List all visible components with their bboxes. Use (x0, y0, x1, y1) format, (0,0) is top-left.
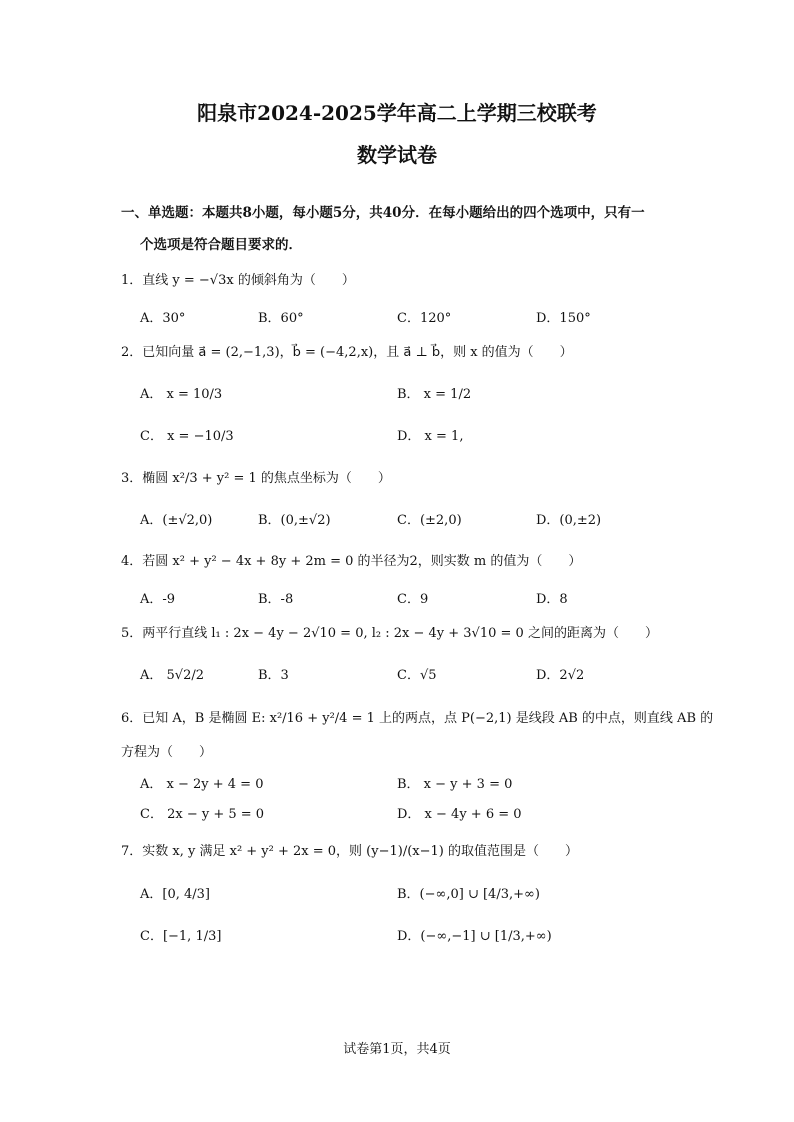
question-2-option-a: A． x = 10/3 (140, 387, 223, 402)
question-3-option-a: A．(±√2,0) (140, 513, 213, 528)
question-6-option-d: D． x − 4y + 6 = 0 (397, 807, 522, 822)
question-5-option-c: C．√5 (397, 668, 437, 683)
question-3-stem: 3．椭圆 x²/3 + y² = 1 的焦点坐标为（ ） (121, 471, 391, 486)
question-3-option-b: B．(0,±√2) (258, 513, 331, 528)
question-2-stem: 2．已知向量 a⃗ = (2,−1,3)，b⃗ = (−4,2,x)，且 a⃗ ⊥ b⃗，则 x 的值为（ ） (121, 345, 573, 360)
question-4-option-c: C．9 (397, 592, 429, 607)
question-2-option-d: D． x = 1, (397, 429, 464, 444)
question-2-option-b: B． x = 1/2 (397, 387, 472, 402)
question-4-option-d: D．8 (536, 592, 568, 607)
question-1-option-c: C．120° (397, 311, 452, 326)
question-4-stem: 4．若圆 x² + y² − 4x + 8y + 2m = 0 的半径为2，则实数 m 的值为（ ） (121, 554, 582, 569)
question-7-option-d: D．(−∞,−1] ∪ [1/3,+∞) (397, 929, 552, 944)
question-6-option-b: B． x − y + 3 = 0 (397, 777, 513, 792)
question-1-option-b: B．60° (258, 311, 304, 326)
question-5-option-a: A． 5√2/2 (140, 668, 204, 683)
question-7-option-a: A．[0, 4/3] (140, 887, 210, 902)
question-6-option-a: A． x − 2y + 4 = 0 (140, 777, 264, 792)
question-4-option-a: A．-9 (140, 592, 176, 607)
question-3-option-d: D．(0,±2) (536, 513, 602, 528)
page-subtitle: 数学试卷 (357, 143, 437, 167)
question-7-option-b: B．(−∞,0] ∪ [4/3,+∞) (397, 887, 540, 902)
page-footer: 试卷第1页，共4页 (343, 1042, 451, 1057)
question-5-option-b: B．3 (258, 668, 289, 683)
question-3-option-c: C．(±2,0) (397, 513, 462, 528)
question-6-stem-cont: 方程为（ ） (121, 745, 213, 760)
section-heading-cont: 个选项是符合题目要求的． (140, 237, 302, 253)
question-2-option-c: C． x = −10/3 (140, 429, 234, 444)
page-title: 阳泉市2024-2025学年高二上学期三校联考 (197, 101, 597, 125)
question-1-stem: 1．直线 y = −√3x 的倾斜角为（ ） (121, 273, 355, 288)
question-7-stem: 7．实数 x, y 满足 x² + y² + 2x = 0，则 (y−1)/(x−1) 的取值范围是（ ） (121, 844, 578, 859)
question-7-option-c: C．[−1, 1/3] (140, 929, 222, 944)
question-1-option-a: A．30° (140, 311, 186, 326)
question-6-option-c: C． 2x − y + 5 = 0 (140, 807, 265, 822)
question-1-option-d: D．150° (536, 311, 591, 326)
question-4-option-b: B．-8 (258, 592, 294, 607)
question-5-stem: 5．两平行直线 l₁ : 2x − 4y − 2√10 = 0, l₂ : 2x − 4y + 3√10 = 0 之间的距离为（ ） (121, 626, 658, 641)
question-5-option-d: D．2√2 (536, 668, 585, 683)
section-heading: 一、单选题：本题共8小题，每小题5分，共40分．在每小题给出的四个选项中，只有一 (121, 205, 645, 221)
question-6-stem: 6．已知 A，B 是椭圆 E: x²/16 + y²/4 = 1 上的两点，点 P(−2,1) 是线段 AB 的中点，则直线 AB 的 (121, 711, 714, 726)
